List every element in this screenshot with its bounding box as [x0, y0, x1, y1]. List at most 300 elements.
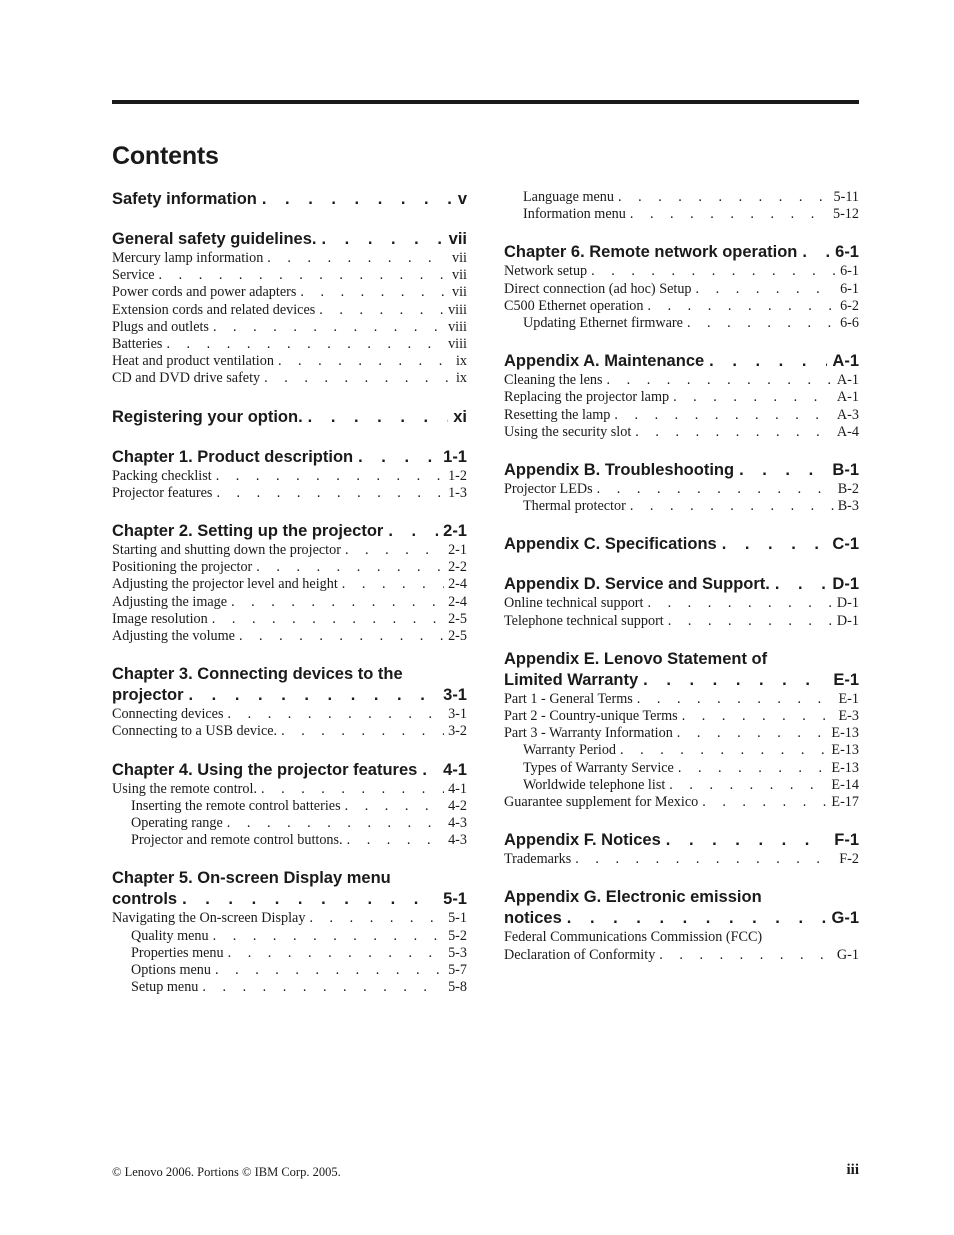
- toc-entry-text: Network setup: [504, 263, 588, 280]
- toc-entry[interactable]: [112, 798, 467, 815]
- toc-entry-text: Cleaning the lens: [504, 372, 603, 389]
- toc-heading-page: 1-1: [443, 447, 467, 466]
- page-title: Contents: [112, 142, 219, 170]
- toc-heading-page: 4-1: [443, 760, 467, 779]
- toc-heading-page: 2-1: [443, 522, 467, 541]
- toc-entry-text: CD and DVD drive safety: [112, 370, 261, 387]
- dot-leader: [607, 372, 833, 389]
- toc-entry-page: vii: [452, 267, 467, 284]
- toc-entry[interactable]: [504, 424, 859, 441]
- dot-leader: [422, 760, 438, 781]
- toc-entry-text: Quality menu: [131, 927, 209, 944]
- toc-entry-page: 6-2: [840, 297, 859, 314]
- dot-leader: [775, 574, 828, 595]
- toc-heading-link[interactable]: [112, 521, 467, 542]
- dot-leader: [677, 725, 828, 742]
- toc-entry[interactable]: [112, 910, 467, 927]
- toc-entry-text: Federal Communications Commission (FCC): [504, 929, 763, 946]
- toc-entry[interactable]: [112, 832, 467, 849]
- toc-heading-text: Safety information: [112, 190, 257, 208]
- toc-entry[interactable]: [112, 319, 467, 336]
- dot-leader: [637, 691, 835, 708]
- toc-section: [112, 868, 467, 910]
- toc-entry[interactable]: [112, 468, 467, 485]
- toc-entry-page: 6-6: [840, 315, 859, 332]
- toc-entry-text: Information menu: [523, 206, 626, 223]
- toc-heading-link[interactable]: [504, 830, 859, 851]
- toc-entry[interactable]: [112, 723, 467, 740]
- dot-leader: [591, 263, 836, 280]
- toc-left-column: [112, 189, 467, 996]
- dot-leader: [281, 723, 444, 740]
- toc-entry-page: D-1: [836, 595, 859, 612]
- toc-entry[interactable]: [504, 613, 859, 630]
- toc-entry-text: Using the security slot: [504, 423, 632, 440]
- toc-entry-page: 2-1: [448, 542, 467, 559]
- toc-entry-text: Warranty Period: [523, 742, 617, 759]
- dot-leader: [388, 521, 438, 542]
- toc-heading-line: Chapter 3. Connecting devices to the: [112, 665, 403, 684]
- toc-heading-line: Appendix E. Lenovo Statement of: [504, 649, 768, 668]
- toc-entry-text: Adjusting the projector level and height: [112, 576, 338, 593]
- toc-heading-page: B-1: [832, 461, 859, 480]
- toc-entry[interactable]: [112, 336, 467, 353]
- toc-entry-text: Part 1 - General Terms: [504, 690, 633, 707]
- dot-leader: [308, 407, 449, 428]
- spacer: [504, 515, 859, 534]
- spacer: [112, 210, 467, 229]
- toc-entry-page: A-3: [836, 406, 859, 423]
- dot-leader: [300, 284, 448, 301]
- toc-entry-page: 6-1: [840, 263, 859, 280]
- toc-entry-text: Language menu: [523, 189, 614, 205]
- dot-leader: [618, 189, 830, 206]
- toc-heading-text: Chapter 4. Using the projector features: [112, 760, 418, 779]
- toc-heading-page: 6-1: [835, 243, 859, 262]
- dot-leader: [189, 685, 439, 706]
- toc-entry[interactable]: [504, 760, 859, 777]
- toc-entry[interactable]: [112, 928, 467, 945]
- toc-entry[interactable]: [504, 263, 859, 280]
- toc-entry-text: Service: [112, 267, 155, 284]
- toc-entry-page: A-4: [836, 423, 859, 440]
- toc-right-column: [504, 189, 859, 964]
- toc-entry-text: Image resolution: [112, 610, 208, 627]
- toc-entry-page: A-1: [836, 389, 859, 406]
- dot-leader: [212, 611, 444, 628]
- dot-leader: [620, 742, 827, 759]
- toc-entry[interactable]: [112, 576, 467, 593]
- toc-heading-link[interactable]: [504, 534, 859, 555]
- toc-heading-line: Chapter 5. On-screen Display menu: [112, 869, 391, 888]
- toc-entry-text: Starting and shutting down the projector: [112, 542, 341, 559]
- toc-section: [504, 649, 859, 691]
- toc-section: [504, 242, 859, 263]
- toc-entry-page: 2-4: [448, 576, 467, 593]
- toc-heading-text: Chapter 1. Product description: [112, 447, 354, 466]
- toc-entry[interactable]: [504, 298, 859, 315]
- dot-leader: [213, 319, 444, 336]
- toc-entry-page: E-1: [838, 690, 859, 707]
- spacer: [112, 388, 467, 407]
- dot-leader: [696, 281, 837, 298]
- dot-leader: [668, 613, 833, 630]
- toc-entry-page: 2-4: [448, 593, 467, 610]
- dot-leader: [673, 389, 833, 406]
- dot-leader: [267, 250, 448, 267]
- toc-section: [504, 574, 859, 595]
- toc-entry[interactable]: [504, 742, 859, 759]
- dot-leader: [261, 781, 444, 798]
- toc-entry[interactable]: [112, 979, 467, 996]
- dot-leader: [278, 353, 452, 370]
- toc-entry[interactable]: [504, 189, 859, 206]
- toc-entry-text: Properties menu: [131, 944, 224, 961]
- toc-entry[interactable]: [112, 542, 467, 559]
- dot-leader: [630, 206, 829, 223]
- toc-heading-page: F-1: [834, 831, 859, 850]
- dot-leader: [239, 628, 444, 645]
- toc-entry[interactable]: [112, 353, 467, 370]
- toc-heading-text: Limited Warranty: [504, 670, 639, 689]
- toc-heading-page: vii: [448, 230, 467, 248]
- dot-leader: [262, 189, 453, 210]
- toc-heading-link[interactable]: [504, 574, 859, 595]
- toc-entry-page: 1-3: [448, 484, 467, 501]
- toc-entry-page: viii: [448, 301, 467, 318]
- dot-leader: [159, 267, 448, 284]
- toc-heading-page: D-1: [832, 575, 859, 594]
- toc-entry-page: E-13: [831, 725, 859, 742]
- toc-entry-page: viii: [448, 318, 467, 335]
- toc-entry-page: 2-5: [448, 610, 467, 627]
- toc-entry-page: 4-3: [448, 832, 467, 849]
- dot-leader: [166, 336, 444, 353]
- toc-heading-link[interactable]: [504, 670, 859, 691]
- dot-leader: [322, 229, 444, 250]
- dot-leader: [575, 851, 835, 868]
- toc-heading-page: A-1: [832, 352, 859, 371]
- toc-entry-text: Heat and product ventilation: [112, 353, 274, 370]
- toc-entry-text: Adjusting the volume: [112, 628, 235, 645]
- toc-entry-page: G-1: [836, 946, 859, 963]
- toc-entry-page: E-13: [831, 742, 859, 759]
- toc-entry-text: Declaration of Conformity: [504, 946, 656, 963]
- toc-entry-text: Navigating the On-screen Display: [112, 910, 306, 927]
- toc-heading-text: controls: [112, 890, 178, 909]
- toc-entry-page: 3-1: [448, 706, 467, 723]
- toc-heading-text: General safety guidelines.: [112, 230, 317, 248]
- toc-section: [112, 760, 467, 781]
- toc-entry-text: Updating Ethernet firmware: [523, 315, 683, 332]
- toc-entry-text: Connecting to a USB device.: [112, 723, 278, 740]
- toc-entry-text: Batteries: [112, 336, 163, 353]
- toc-entry-page: F-2: [839, 851, 859, 868]
- dot-leader: [231, 594, 444, 611]
- spacer: [504, 332, 859, 351]
- toc-entry[interactable]: [504, 777, 859, 794]
- toc-entry-text: Projector and remote control buttons.: [131, 832, 343, 849]
- dot-leader: [256, 559, 444, 576]
- toc-entry-text: Inserting the remote control batteries: [131, 797, 341, 814]
- dot-leader: [597, 481, 834, 498]
- toc-entry-text: Replacing the projector lamp: [504, 389, 670, 406]
- spacer: [112, 645, 467, 664]
- toc-heading-link[interactable]: [112, 229, 467, 250]
- toc-heading-page: 3-1: [443, 686, 467, 705]
- toc-entry-page: 5-11: [833, 189, 859, 205]
- toc-entry-text: Projector LEDs: [504, 481, 593, 498]
- dot-leader: [202, 979, 444, 996]
- toc-entry-text: Part 3 - Warranty Information: [504, 725, 673, 742]
- dot-leader: [567, 908, 827, 929]
- toc-entry-page: viii: [448, 336, 467, 353]
- toc-heading-link[interactable]: [504, 351, 859, 372]
- dot-leader: [228, 945, 444, 962]
- dot-leader: [722, 534, 828, 555]
- toc-entry-page: 4-1: [448, 780, 467, 797]
- toc-entry[interactable]: [504, 315, 859, 332]
- toc-entry-page: vii: [452, 250, 467, 266]
- copyright-footer: © Lenovo 2006. Portions © IBM Corp. 2005.: [112, 1165, 341, 1179]
- toc-entry[interactable]: [112, 781, 467, 798]
- dot-leader: [213, 928, 444, 945]
- dot-leader: [802, 242, 830, 263]
- toc-heading-link[interactable]: [112, 760, 467, 781]
- dot-leader: [228, 706, 445, 723]
- toc-heading-line: Appendix G. Electronic emission: [504, 888, 762, 907]
- toc-heading-text: Appendix C. Specifications: [504, 535, 717, 554]
- toc-entry[interactable]: [504, 206, 859, 223]
- toc-section: [504, 351, 859, 372]
- toc-entry-text: Telephone technical support: [504, 612, 664, 629]
- dot-leader: [319, 302, 444, 319]
- toc-entry[interactable]: [112, 370, 467, 387]
- dot-leader: [358, 447, 438, 468]
- dot-leader: [659, 947, 833, 964]
- toc-entry-text: Adjusting the image: [112, 593, 228, 610]
- toc-entry-text: Direct connection (ad hoc) Setup: [504, 280, 692, 297]
- spacer: [504, 868, 859, 887]
- toc-heading-page: C-1: [832, 535, 859, 554]
- toc-heading-text: projector: [112, 686, 184, 705]
- toc-section: [504, 887, 859, 929]
- toc-entry-page: 5-1: [448, 910, 467, 927]
- toc-entry[interactable]: [112, 302, 467, 319]
- dot-leader: [264, 370, 452, 387]
- toc-entry-text: Positioning the projector: [112, 559, 253, 576]
- toc-entry-page: B-2: [837, 481, 859, 498]
- toc-heading-link[interactable]: [112, 685, 467, 706]
- dot-leader: [666, 830, 829, 851]
- toc-entry[interactable]: [504, 407, 859, 424]
- toc-entry[interactable]: [504, 498, 859, 515]
- toc-heading-page: xi: [453, 407, 467, 426]
- toc-entry[interactable]: [504, 794, 859, 811]
- toc-entry[interactable]: [112, 250, 467, 267]
- toc-entry-page: 4-2: [448, 797, 467, 814]
- dot-leader: [215, 962, 444, 979]
- dot-leader: [345, 542, 444, 559]
- dot-leader: [342, 576, 444, 593]
- toc-entry[interactable]: [504, 851, 859, 868]
- toc-entry-page: 5-2: [448, 927, 467, 944]
- toc-heading-text: Chapter 6. Remote network operation: [504, 243, 798, 262]
- dot-leader: [669, 777, 827, 794]
- toc-section: [112, 229, 467, 250]
- dot-leader: [216, 485, 444, 502]
- toc-heading-link[interactable]: [112, 447, 467, 468]
- toc-entry-text: Worldwide telephone list: [523, 776, 666, 793]
- toc-entry-text: Guarantee supplement for Mexico: [504, 794, 699, 811]
- toc-entry-page: B-3: [837, 498, 859, 515]
- toc-entry[interactable]: [112, 559, 467, 576]
- dot-leader: [702, 794, 827, 811]
- toc-entry-page: 2-2: [448, 559, 467, 576]
- toc-entry-page: 3-2: [448, 723, 467, 740]
- toc-entry-page: E-14: [831, 776, 859, 793]
- toc-heading-link[interactable]: [504, 242, 859, 263]
- toc-entry-text: Plugs and outlets: [112, 318, 209, 335]
- toc-entry[interactable]: [112, 594, 467, 611]
- toc-heading-page: G-1: [831, 909, 859, 928]
- toc-section: [504, 534, 859, 555]
- toc-entry[interactable]: [504, 372, 859, 389]
- spacer: [112, 741, 467, 760]
- toc-section: [112, 447, 467, 468]
- spacer: [504, 811, 859, 830]
- toc-entry-page: E-17: [831, 794, 859, 811]
- toc-entry-text: Resetting the lamp: [504, 406, 611, 423]
- toc-entry[interactable]: [112, 945, 467, 962]
- toc-entry[interactable]: [504, 595, 859, 612]
- toc-entry-page: ix: [455, 370, 467, 387]
- toc-heading-page: 5-1: [443, 890, 467, 909]
- toc-heading-page: E-1: [833, 670, 859, 689]
- toc-entry[interactable]: [112, 628, 467, 645]
- toc-entry[interactable]: [112, 706, 467, 723]
- toc-entry[interactable]: [504, 281, 859, 298]
- toc-entry-page: 5-12: [832, 206, 859, 223]
- toc-section: [504, 460, 859, 481]
- toc-entry[interactable]: [112, 267, 467, 284]
- spacer: [504, 223, 859, 242]
- spacer: [112, 502, 467, 521]
- dot-leader: [614, 407, 833, 424]
- toc-entry-text: Options menu: [131, 962, 211, 979]
- toc-heading-text: Chapter 2. Setting up the projector: [112, 522, 384, 541]
- toc-entry-page: ix: [455, 353, 467, 370]
- dot-leader: [739, 460, 827, 481]
- spacer: [112, 849, 467, 868]
- toc-heading-text: Appendix F. Notices: [504, 831, 661, 850]
- toc-entry-page: vii: [452, 284, 467, 301]
- top-rule: [112, 100, 859, 104]
- toc-entry[interactable]: [504, 481, 859, 498]
- toc-entry-text: C500 Ethernet operation: [504, 297, 644, 314]
- toc-entry-text: Using the remote control.: [112, 780, 257, 797]
- toc-entry[interactable]: [112, 611, 467, 628]
- toc-heading-text: Appendix A. Maintenance: [504, 352, 705, 371]
- toc-entry-page: 5-8: [448, 979, 467, 996]
- toc-entry-page: A-1: [836, 372, 859, 389]
- toc-entry-text: Connecting devices: [112, 706, 224, 723]
- toc-entry-page: 4-3: [448, 815, 467, 832]
- spacer: [504, 555, 859, 574]
- toc-entry[interactable]: [504, 389, 859, 406]
- toc-entry-page: D-1: [836, 612, 859, 629]
- toc-entry[interactable]: [112, 485, 467, 502]
- toc-entry-page: 1-2: [448, 467, 467, 484]
- toc-heading-text: Appendix D. Service and Support.: [504, 575, 770, 594]
- toc-entry-text: Projector features: [112, 484, 213, 501]
- toc-entry[interactable]: [504, 929, 859, 946]
- toc-entry[interactable]: [112, 284, 467, 301]
- toc-entry[interactable]: [504, 708, 859, 725]
- toc-entry-text: Operating range: [131, 815, 223, 832]
- toc-heading-link[interactable]: [112, 889, 467, 910]
- toc-entry-text: Mercury lamp information: [112, 250, 264, 266]
- dot-leader: [687, 315, 836, 332]
- dot-leader: [635, 424, 833, 441]
- toc-entry-text: Part 2 - Country-unique Terms: [504, 708, 678, 725]
- toc-entry-text: Online technical support: [504, 595, 644, 612]
- dot-leader: [227, 815, 444, 832]
- toc-heading-text: notices: [504, 909, 562, 928]
- toc-entry-text: Setup menu: [131, 979, 199, 996]
- toc-section: [112, 189, 467, 210]
- spacer: [504, 441, 859, 460]
- spacer: [504, 630, 859, 649]
- toc-section: [112, 521, 467, 542]
- toc-heading-text: Registering your option.: [112, 407, 303, 426]
- toc-entry[interactable]: [112, 815, 467, 832]
- toc-entry[interactable]: [504, 725, 859, 742]
- toc-heading-text: Appendix B. Troubleshooting: [504, 461, 735, 480]
- toc-heading-link[interactable]: [504, 460, 859, 481]
- toc-entry-text: Trademarks: [504, 851, 572, 868]
- toc-heading-link[interactable]: [504, 908, 859, 929]
- toc-heading-link[interactable]: [112, 189, 467, 210]
- toc-heading-page: v: [457, 190, 467, 208]
- toc-entry-text: Thermal protector: [523, 498, 626, 515]
- toc-entry-text: Extension cords and related devices: [112, 301, 316, 318]
- dot-leader: [216, 468, 444, 485]
- toc-entry-page: 5-7: [448, 962, 467, 979]
- dot-leader: [647, 595, 832, 612]
- dot-leader: [647, 298, 836, 315]
- toc-entry[interactable]: [504, 947, 859, 964]
- toc-section: [112, 664, 467, 706]
- toc-entry-text: Packing checklist: [112, 467, 212, 484]
- toc-entry-text: Types of Warranty Service: [523, 759, 674, 776]
- dot-leader: [682, 708, 835, 725]
- toc-heading-link[interactable]: [112, 407, 467, 428]
- dot-leader: [678, 760, 828, 777]
- dot-leader: [643, 670, 828, 691]
- toc-entry-page: 2-5: [448, 628, 467, 645]
- spacer: [112, 428, 467, 447]
- dot-leader: [182, 889, 438, 910]
- toc-entry[interactable]: [504, 691, 859, 708]
- dot-leader: [345, 798, 444, 815]
- dot-leader: [347, 832, 444, 849]
- toc-section: [504, 830, 859, 851]
- toc-entry-page: E-3: [838, 708, 859, 725]
- toc-entry[interactable]: [112, 962, 467, 979]
- toc-entry-text: Power cords and power adapters: [112, 284, 297, 301]
- toc-entry-page: E-13: [831, 759, 859, 776]
